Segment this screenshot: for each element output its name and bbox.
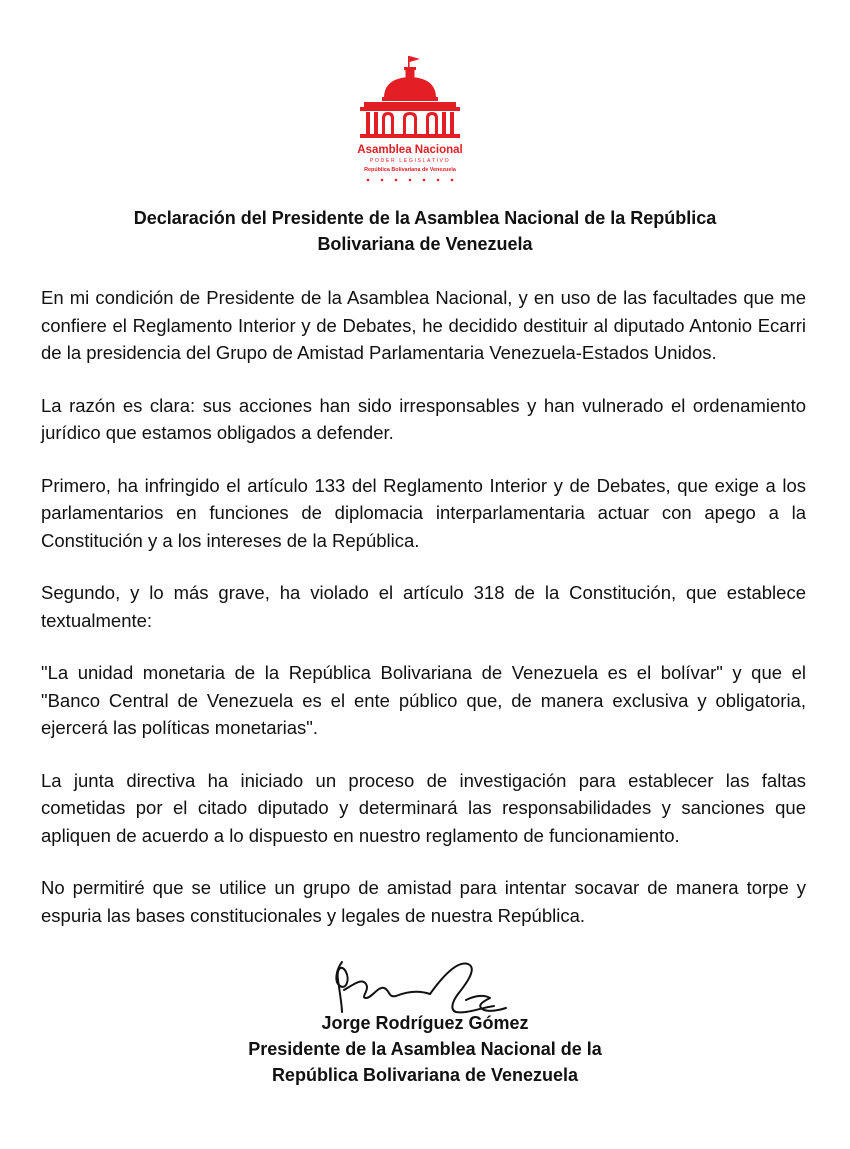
paragraph: "La unidad monetaria de la República Bolivariana de Venezuela es el bolívar" y que el "Banco Central de Venezuela es el ente público que, de manera exclusiva y obligatoria, ejercerá las políticas monetarias". [41, 662, 806, 738]
logo-subtitle: PODER LEGISLATIVO [369, 158, 451, 164]
logo-country: República Bolivariana de Venezuela [364, 167, 456, 173]
document-body [41, 284, 806, 954]
paragraph: Primero, ha infringido el artículo 133 del Reglamento Interior y de Debates, que exige a los parlamentarios en funciones de diplomacia interparlamentaria actuar con apego a la Constitución y a los intereses de la República. [41, 474, 806, 551]
paragraph: La junta directiva ha iniciado un proceso de investigación para establecer las faltas cometidas por el citado diputado y determinará las responsabilidades y sanciones que apliquen de acuerdo a lo dispuesto en nuestro reglamento de funcionamiento. [41, 769, 806, 846]
signature-block [150, 1010, 700, 1088]
capitol-dome-icon [350, 52, 470, 187]
paragraph: En mi condición de Presidente de la Asamblea Nacional, y en uso de las facultades que me confiere el Reglamento Interior y de Debates, he decidido destituir al diputado Antonio Ecarri de la presidencia del Grupo de Amistad Parlamentaria Venezuela-Estados Unidos. [41, 287, 806, 363]
signer-role-line-2: República Bolivariana de Venezuela [271, 1065, 579, 1085]
document-title [60, 205, 790, 257]
signer-role-line-1: Presidente de la Asamblea Nacional de la [248, 1039, 602, 1059]
paragraph: La razón es clara: sus acciones han sido irresponsables y han vulnerado el ordenamiento jurídico que estamos obligados a defender. [41, 394, 806, 443]
paragraph: Segundo, y lo más grave, ha violado el artículo 318 de la Constitución, que establece textualmente: [41, 582, 806, 631]
title-line-2: Bolivariana de Venezuela [317, 234, 533, 254]
paragraph: No permitiré que se utilice un grupo de amistad para intentar socavar de manera torpe y espuria las bases constitucionales y legales de nuestra República. [41, 877, 806, 926]
title-line-1: Declaración del Presidente de la Asamblea Nacional de la República [133, 208, 717, 228]
signer-name: Jorge Rodríguez Gómez [321, 1013, 529, 1033]
logo-name: Asamblea Nacional [357, 144, 463, 156]
asamblea-nacional-logo [350, 52, 470, 187]
